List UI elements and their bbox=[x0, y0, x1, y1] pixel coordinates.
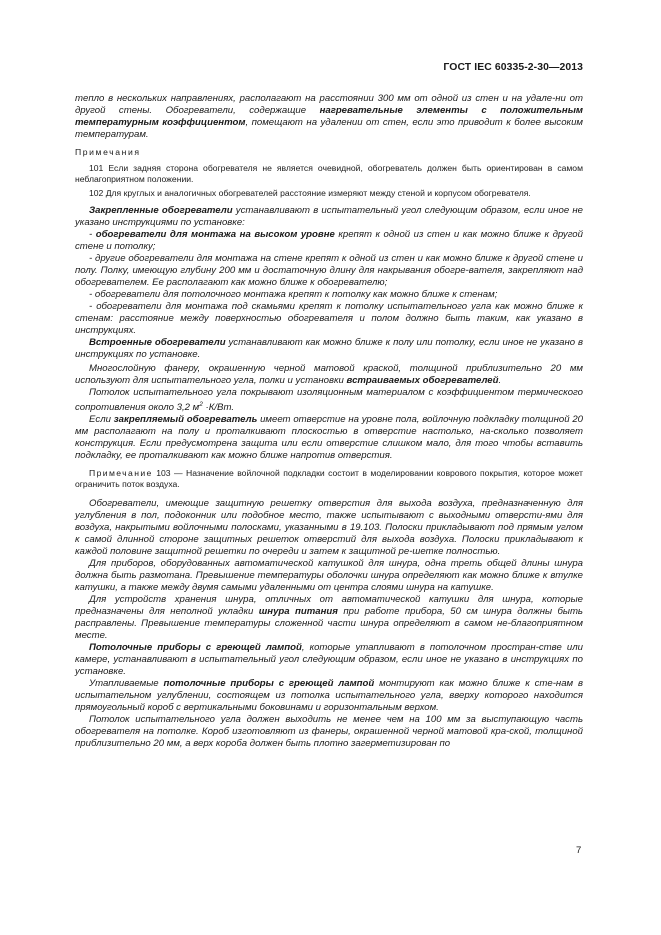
ceiling-insulation-text-b: ·К/Вт. bbox=[202, 402, 234, 414]
intro-term-ptc: нагревательные элементы с положительным температурным коэффициентом bbox=[75, 105, 584, 128]
notes-heading: Примечания bbox=[75, 147, 141, 157]
note-103 bbox=[75, 468, 583, 490]
builtin-text: устанавливают как можно ближе к полу или потолку, если иное не указано в инструкциях по установке. bbox=[75, 337, 583, 360]
ceiling-insulation-text-a: Потолок испытательного угла покрывают изоляционным материалом с коэффициентом термического сопротивления около 3,2 м bbox=[75, 387, 583, 414]
recessed-text-a: Утапливаемые bbox=[89, 678, 164, 690]
ceiling-insulation-paragraph bbox=[75, 387, 583, 414]
note-102: 102 Для круглых и аналогичных обогревателей расстояние измеряют между стеной и корпусом обогревателя. bbox=[89, 188, 531, 198]
intro-paragraph bbox=[75, 93, 583, 141]
list-dash: - bbox=[89, 229, 96, 240]
plywood-term: встраиваемых обогревателей bbox=[346, 375, 499, 386]
storage-text-c: при работе прибора, 50 см шнура должны быть расправлены. Превышение температуры сложенной части шнура определяют в самом не-благоприятном месте. bbox=[75, 606, 583, 642]
grille-paragraph: Обогреватели, имеющие защитную решетку отверстия для выхода воздуха, предназначенную для углубления в пол, подоконник или подобное место, также испытывают с выходными отверсти-ями для воздуха, накрытыми войлочными полосками, указанными в 19.103. Полоски прикладывают под прямым углом к самой длинной стороне защитных решеток отверстий для выхода воздуха. Полоски прикладывают к каждой половине защитной решетки по очереди и затем к защитной ре-шетке полностью. bbox=[75, 498, 583, 558]
cord-storage-paragraph bbox=[75, 594, 583, 642]
note-101: 101 Если задняя сторона обогревателя не является очевидной, обогреватель должен быть ориентирован в самом неблагоприятном положении. bbox=[75, 163, 583, 184]
lamp-text: , которые утапливают в потолочном простран-стве или камере, устанавливают в испытательный угол следующим образом, если иное не указано в инструкциях по установке. bbox=[75, 642, 583, 678]
list-text-high-level: крепят к одной из стен и как можно ближе к другой стене и потолку; bbox=[75, 229, 583, 252]
lamp-paragraph bbox=[75, 642, 583, 678]
fixed-heaters-text: устанавливают в испытательный угол следующим образом, если иное не указано инструкциями по установке: bbox=[75, 205, 583, 228]
recessed-term: потолочные приборы с греющей лампой bbox=[163, 678, 375, 690]
storage-term: шнура питания bbox=[258, 606, 338, 618]
cord-reel-paragraph: Для приборов, оборудованных автоматической катушкой для шнура, одна треть общей длины шнура должна быть размотана. Превышение температуры оболочки шнура определяют как можно ближе к втулке катушки, а также между двумя самыми удаленными от центра слоями шнура на катушке. bbox=[75, 558, 583, 594]
recessed-paragraph bbox=[75, 678, 583, 714]
plywood-paragraph bbox=[75, 363, 583, 387]
intro-text-c: , помещают на удалении от стен, если это приводит к более высоким температурам. bbox=[75, 117, 583, 140]
note-103-text: 103 — Назначение войлочной подкладки состоит в моделировании коврового покрытия, которое может ограничить поток воздуха. bbox=[75, 468, 583, 490]
floor-opening-paragraph bbox=[75, 414, 583, 462]
builtin-term: Встроенные обогреватели bbox=[89, 337, 226, 348]
list-item-ceiling: - обогреватели для потолочного монтажа крепят к потолку как можно ближе к стенам; bbox=[89, 289, 498, 300]
plywood-text-c: . bbox=[498, 375, 502, 386]
ceiling-box-paragraph: Потолок испытательного угла должен выходить не менее чем на 100 мм за выступающую часть обогревателя на потолке. Короб изготовляют из фанеры, окрашенной черной матовой кра-ской, толщиной приблизительно 20 мм, а верх короба должен быть плотно загерметизирован по bbox=[75, 714, 583, 750]
standard-header: ГОСТ IEC 60335-2-30—2013 bbox=[443, 62, 583, 73]
storage-text-a: Для устройств хранения шнура, отличных от автоматической катушки для шнура, которые предназначены для неполной укладки bbox=[75, 594, 583, 618]
note-103-label: Примечание bbox=[89, 468, 153, 479]
plywood-text-a: Многослойную фанеру, окрашенную черной матовой краской, толщиной приблизительно 20 мм используют для испытательного угла, полки и установки bbox=[75, 363, 583, 386]
floor-text-c: имеет отверстие на уровне пола, войлочную подкладку толщиной 20 мм располагают на полу и проталкивают плоскостью в отверстие настолько, на-сколько позволяет конструкция. Если предусмотрена защита или если отверстие слишком мало, для того чтобы вставить подкладку, ее проталкивают как можно ближе напротив отверстия. bbox=[75, 414, 584, 462]
lamp-term: Потолочные приборы с греющей лампой bbox=[89, 642, 302, 654]
list-item-bench: - обогреватели для монтажа под скамьями крепят к потолку испытательного угла как можно ближе к стенам: расстояние между поверхностью обогревателя и полом должно быть таким, как указано в инструкциях. bbox=[75, 301, 583, 336]
list-term-high-level: обогреватели для монтажа на высоком уровне bbox=[95, 229, 335, 240]
builtin-paragraph bbox=[75, 337, 583, 361]
recessed-text-c: монтируют как можно ближе к сте-нам в испытательном углублении, состоящем из потолка испытательного угла, вверху которого находится прямоугольный короб с вертикальными боковинами и горизонтальным верхом. bbox=[75, 678, 583, 714]
fixed-heaters-term: Закрепленные обогреватели bbox=[89, 205, 233, 216]
floor-text-a: Если bbox=[89, 414, 114, 426]
page-number: 7 bbox=[576, 845, 582, 856]
list-item-high-level bbox=[75, 229, 583, 253]
fixed-heaters-paragraph bbox=[75, 205, 583, 229]
floor-term: закрепляемый обогреватель bbox=[113, 414, 258, 426]
list-item-wall: - другие обогреватели для монтажа на стене крепят к одной из стен и как можно ближе к другой стене и полу. Полку, имеющую глубину 200 мм и достаточную длину для накрывания обогре-вателя, закрепляют над обогревателем. Ее располагают как можно ближе к обогревателю; bbox=[75, 253, 583, 288]
page-content bbox=[75, 93, 583, 750]
intro-text-a: тепло в нескольких направлениях, располагают на расстоянии 300 мм от одной из стен и на удале-ни от другой стены. Обогреватели, содержащие bbox=[75, 93, 583, 116]
ceiling-insulation-sup: 2 bbox=[199, 401, 203, 408]
